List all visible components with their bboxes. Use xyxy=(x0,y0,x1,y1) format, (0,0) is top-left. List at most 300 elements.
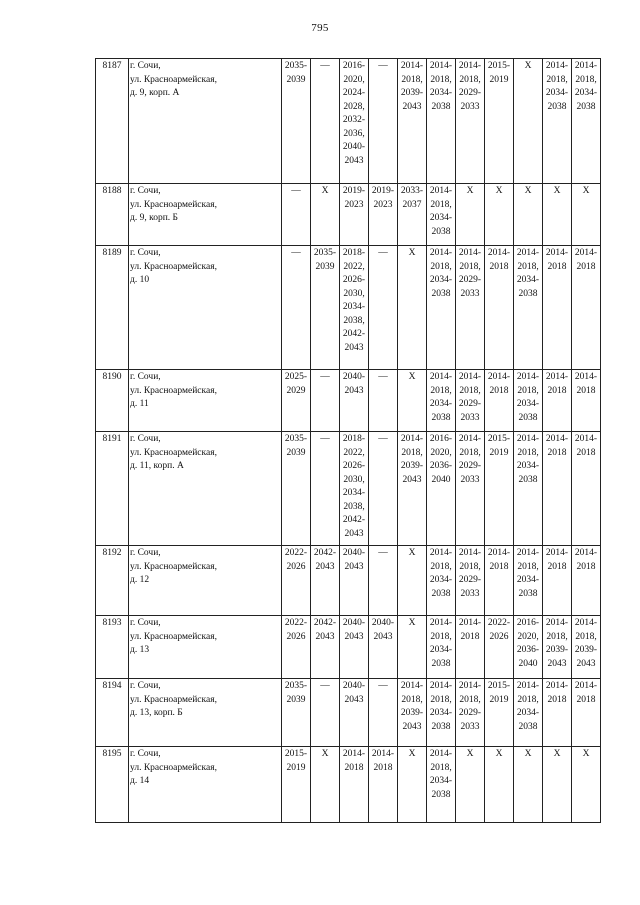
period-cell xyxy=(311,370,340,432)
period-cell xyxy=(485,747,514,823)
period-line: 2035- xyxy=(284,434,308,444)
period-line: X xyxy=(495,749,503,759)
period-line: 2018 xyxy=(489,561,509,572)
period-line: 2018 xyxy=(576,261,596,272)
period-line: 2033 xyxy=(460,474,480,485)
period-line: 2040- xyxy=(342,681,366,691)
period-line: 2022, xyxy=(343,447,365,458)
period-line: 2038 xyxy=(431,226,451,237)
period-line: 2018 xyxy=(344,762,364,773)
address-line: д. 11 xyxy=(130,399,149,409)
period-line: 2040 xyxy=(518,658,538,669)
period-line: — xyxy=(320,372,330,382)
address-line: г. Сочи, xyxy=(130,61,161,71)
period-line: 2025- xyxy=(284,372,308,382)
period-cell xyxy=(282,59,311,184)
period-line: 2034- xyxy=(429,708,453,718)
period-cell xyxy=(514,246,543,370)
period-line: 2043 xyxy=(344,561,364,572)
period-line: 2038 xyxy=(431,721,451,732)
period-line: 2018, xyxy=(459,261,481,272)
period-cell xyxy=(340,546,369,616)
period-cell xyxy=(514,59,543,184)
period-line: 2039 xyxy=(315,261,335,272)
period-cell xyxy=(398,184,427,246)
period-line: X xyxy=(408,749,416,759)
period-line: 2018, xyxy=(430,261,452,272)
period-cell xyxy=(398,432,427,546)
period-line: 2018- xyxy=(342,434,366,444)
period-line: 2014- xyxy=(458,618,482,628)
period-cell xyxy=(369,370,398,432)
period-line: 2033 xyxy=(460,588,480,599)
period-line: 2018, xyxy=(546,74,568,85)
period-line: 2018 xyxy=(547,694,567,705)
period-line: 2014- xyxy=(574,548,598,558)
period-line: 2039 xyxy=(286,447,306,458)
period-line: 2014- xyxy=(516,372,540,382)
period-line: 2023 xyxy=(373,199,393,210)
period-cell xyxy=(514,747,543,823)
period-line: 2029- xyxy=(458,575,482,585)
period-line: 2014- xyxy=(545,248,569,258)
address-line: г. Сочи, xyxy=(130,186,161,196)
period-line: 2018 xyxy=(576,385,596,396)
address-line: г. Сочи, xyxy=(130,248,161,258)
address-cell xyxy=(129,246,282,370)
period-line: 2029- xyxy=(458,461,482,471)
period-cell xyxy=(572,59,601,184)
period-cell xyxy=(543,616,572,679)
address-cell xyxy=(129,432,282,546)
period-line: 2039- xyxy=(574,645,598,655)
period-line: 2034- xyxy=(516,575,540,585)
period-line: X xyxy=(553,186,561,196)
period-line: 2043 xyxy=(344,155,364,166)
period-line: 2034- xyxy=(516,399,540,409)
period-line: 2018, xyxy=(517,447,539,458)
period-line: 2018, xyxy=(430,762,452,773)
period-line: 2038 xyxy=(576,101,596,112)
period-cell xyxy=(340,59,369,184)
period-cell xyxy=(398,616,427,679)
period-line: 2038 xyxy=(518,721,538,732)
period-cell xyxy=(427,432,456,546)
period-line: 2034- xyxy=(429,575,453,585)
period-line: 2018, xyxy=(401,694,423,705)
period-line: — xyxy=(291,248,301,258)
period-line: X xyxy=(408,618,416,628)
period-line: 2038 xyxy=(518,588,538,599)
period-cell xyxy=(514,184,543,246)
period-line: 2038, xyxy=(343,501,365,512)
period-line: X xyxy=(466,186,474,196)
period-cell xyxy=(485,679,514,747)
period-line: 2040 xyxy=(431,474,451,485)
period-line: 2014- xyxy=(400,61,424,71)
period-line: 2038 xyxy=(518,474,538,485)
period-cell xyxy=(543,679,572,747)
period-line: 2038 xyxy=(431,789,451,800)
period-cell xyxy=(514,546,543,616)
address-line: г. Сочи, xyxy=(130,372,161,382)
period-line: — xyxy=(291,186,301,196)
period-cell xyxy=(282,246,311,370)
period-cell xyxy=(369,59,398,184)
period-line: 2039- xyxy=(400,461,424,471)
period-cell xyxy=(456,679,485,747)
period-line: 2036- xyxy=(429,461,453,471)
period-line: 2042- xyxy=(313,548,337,558)
period-cell xyxy=(398,747,427,823)
period-line: 2018 xyxy=(576,561,596,572)
row-number: 8193 xyxy=(96,616,129,679)
address-line: г. Сочи, xyxy=(130,749,161,759)
period-line: 2014- xyxy=(574,61,598,71)
period-line: 2034- xyxy=(545,88,569,98)
period-line: 2014- xyxy=(574,434,598,444)
row-number: 8187 xyxy=(96,59,129,184)
period-line: 2018 xyxy=(576,447,596,458)
address-cell xyxy=(129,59,282,184)
period-line: 2038 xyxy=(431,101,451,112)
row-number: 8194 xyxy=(96,679,129,747)
period-line: 2034- xyxy=(516,275,540,285)
period-cell xyxy=(398,679,427,747)
period-line: 2038 xyxy=(547,101,567,112)
period-cell xyxy=(485,59,514,184)
period-line: 2019 xyxy=(489,447,509,458)
period-line: 2032- xyxy=(342,115,366,125)
period-cell xyxy=(369,679,398,747)
period-line: 2018, xyxy=(517,385,539,396)
period-cell xyxy=(543,747,572,823)
period-line: — xyxy=(378,248,388,258)
period-cell xyxy=(485,370,514,432)
period-line: 2014- xyxy=(516,548,540,558)
period-line: 2014- xyxy=(342,749,366,759)
period-line: 2029 xyxy=(286,385,306,396)
period-cell xyxy=(572,747,601,823)
period-line: 2036- xyxy=(516,645,540,655)
period-cell xyxy=(369,747,398,823)
period-line: 2038 xyxy=(431,288,451,299)
period-line: 2043 xyxy=(373,631,393,642)
row-number: 8195 xyxy=(96,747,129,823)
address-line: ул. Красноармейская, xyxy=(130,762,217,773)
period-cell xyxy=(398,59,427,184)
period-line: 2037 xyxy=(402,199,422,210)
period-line: 2034- xyxy=(516,461,540,471)
period-cell xyxy=(340,679,369,747)
period-line: X xyxy=(582,749,590,759)
period-line: 2014- xyxy=(458,434,482,444)
period-cell xyxy=(485,184,514,246)
period-line: 2016- xyxy=(516,618,540,628)
period-line: 2029- xyxy=(458,275,482,285)
table-row xyxy=(96,616,601,679)
period-line: 2020, xyxy=(430,447,452,458)
table-row xyxy=(96,246,601,370)
address-line: ул. Красноармейская, xyxy=(130,561,217,572)
period-line: 2014- xyxy=(458,681,482,691)
period-line: — xyxy=(320,681,330,691)
period-line: 2016- xyxy=(342,61,366,71)
address-line: д. 9, корп. А xyxy=(130,88,180,98)
period-line: 2034- xyxy=(429,88,453,98)
period-line: 2034- xyxy=(429,275,453,285)
period-line: 2014- xyxy=(545,372,569,382)
period-cell xyxy=(572,546,601,616)
period-line: 2014- xyxy=(516,248,540,258)
period-line: — xyxy=(378,434,388,444)
period-cell xyxy=(369,432,398,546)
period-line: 2018 xyxy=(576,694,596,705)
period-line: 2014- xyxy=(429,681,453,691)
period-cell xyxy=(456,546,485,616)
period-line: 2014- xyxy=(400,434,424,444)
period-cell xyxy=(543,59,572,184)
address-line: ул. Красноармейская, xyxy=(130,261,217,272)
period-line: X xyxy=(495,186,503,196)
period-cell xyxy=(427,184,456,246)
period-line: 2014- xyxy=(574,618,598,628)
table-body xyxy=(96,59,601,823)
period-line: 2043 xyxy=(402,101,422,112)
period-line: 2018, xyxy=(459,694,481,705)
address-line: д. 13, корп. Б xyxy=(130,708,183,718)
period-cell xyxy=(572,616,601,679)
period-line: 2014- xyxy=(516,434,540,444)
period-cell xyxy=(572,370,601,432)
period-line: X xyxy=(321,186,329,196)
period-line: 2019 xyxy=(286,762,306,773)
period-cell xyxy=(543,546,572,616)
period-line: — xyxy=(378,372,388,382)
period-cell xyxy=(543,184,572,246)
period-line: 2014- xyxy=(458,61,482,71)
address-line: д. 12 xyxy=(130,575,150,585)
period-line: 2014- xyxy=(458,548,482,558)
period-line: 2038 xyxy=(518,288,538,299)
period-line: 2033- xyxy=(400,186,424,196)
period-line: 2014- xyxy=(429,61,453,71)
row-number: 8189 xyxy=(96,246,129,370)
period-line: 2018, xyxy=(459,447,481,458)
period-line: 2018, xyxy=(401,447,423,458)
period-line: 2034- xyxy=(342,302,366,312)
period-line: 2015- xyxy=(284,749,308,759)
period-line: 2018, xyxy=(430,385,452,396)
period-line: 2042- xyxy=(342,329,366,339)
period-cell xyxy=(398,546,427,616)
period-line: X xyxy=(408,248,416,258)
table-row xyxy=(96,370,601,432)
period-line: 2038 xyxy=(431,412,451,423)
period-line: 2039- xyxy=(400,708,424,718)
period-cell xyxy=(427,747,456,823)
period-cell xyxy=(311,59,340,184)
row-number: 8188 xyxy=(96,184,129,246)
period-line: 2026- xyxy=(342,461,366,471)
period-line: X xyxy=(524,61,532,71)
period-cell xyxy=(427,246,456,370)
period-line: 2026 xyxy=(286,561,306,572)
period-line: 2039- xyxy=(400,88,424,98)
period-line: 2043 xyxy=(547,658,567,669)
page-number: 795 xyxy=(311,22,329,34)
period-cell xyxy=(311,616,340,679)
period-line: 2014- xyxy=(487,548,511,558)
period-line: 2014- xyxy=(458,248,482,258)
period-line: 2043 xyxy=(344,528,364,539)
period-line: 2018- xyxy=(342,248,366,258)
period-line: 2018, xyxy=(430,631,452,642)
period-line: 2034- xyxy=(429,645,453,655)
period-cell xyxy=(427,616,456,679)
table-row xyxy=(96,432,601,546)
period-line: 2014- xyxy=(400,681,424,691)
period-line: 2034- xyxy=(429,399,453,409)
period-line: 2019- xyxy=(342,186,366,196)
period-line: — xyxy=(320,61,330,71)
period-line: 2043 xyxy=(344,342,364,353)
period-line: 2014- xyxy=(545,548,569,558)
period-line: 2024- xyxy=(342,88,366,98)
row-number: 8191 xyxy=(96,432,129,546)
address-line: ул. Красноармейская, xyxy=(130,447,217,458)
period-line: 2028, xyxy=(343,101,365,112)
period-line: 2014- xyxy=(429,548,453,558)
period-line: 2018 xyxy=(547,261,567,272)
period-cell xyxy=(427,59,456,184)
address-line: д. 11, корп. А xyxy=(130,461,184,471)
period-line: 2018 xyxy=(489,385,509,396)
period-line: 2043 xyxy=(576,658,596,669)
period-line: 2015- xyxy=(487,434,511,444)
period-line: 2019 xyxy=(489,694,509,705)
address-line: д. 14 xyxy=(130,776,150,786)
period-line: 2018, xyxy=(575,74,597,85)
period-line: X xyxy=(321,749,329,759)
period-line: 2043 xyxy=(344,631,364,642)
row-number: 8192 xyxy=(96,546,129,616)
period-cell xyxy=(456,184,485,246)
address-line: ул. Красноармейская, xyxy=(130,199,217,210)
address-cell xyxy=(129,546,282,616)
period-line: 2018, xyxy=(430,694,452,705)
period-cell xyxy=(340,616,369,679)
period-line: 2018, xyxy=(575,631,597,642)
period-line: 2018, xyxy=(517,561,539,572)
period-line: 2019 xyxy=(489,74,509,85)
period-line: 2014- xyxy=(574,372,598,382)
address-line: д. 9, корп. Б xyxy=(130,213,179,223)
period-cell xyxy=(514,370,543,432)
period-line: 2043 xyxy=(344,385,364,396)
period-line: 2040- xyxy=(342,142,366,152)
period-line: X xyxy=(466,749,474,759)
address-line: г. Сочи, xyxy=(130,434,161,444)
period-line: 2014- xyxy=(487,248,511,258)
period-cell xyxy=(572,432,601,546)
period-cell xyxy=(543,246,572,370)
period-line: 2015- xyxy=(487,681,511,691)
period-line: 2018, xyxy=(430,74,452,85)
period-cell xyxy=(456,59,485,184)
period-cell xyxy=(369,184,398,246)
period-line: 2014- xyxy=(487,372,511,382)
period-cell xyxy=(514,616,543,679)
period-line: 2016- xyxy=(429,434,453,444)
table-row xyxy=(96,546,601,616)
period-line: 2018 xyxy=(460,631,480,642)
period-line: 2039- xyxy=(545,645,569,655)
period-line: 2039 xyxy=(286,694,306,705)
period-line: 2038 xyxy=(431,658,451,669)
address-line: ул. Красноармейская, xyxy=(130,385,217,396)
period-cell xyxy=(282,184,311,246)
period-line: 2022- xyxy=(284,618,308,628)
period-cell xyxy=(485,546,514,616)
period-cell xyxy=(340,246,369,370)
period-line: 2022- xyxy=(284,548,308,558)
period-cell xyxy=(340,370,369,432)
address-cell xyxy=(129,679,282,747)
period-cell xyxy=(311,432,340,546)
period-line: 2014- xyxy=(574,248,598,258)
period-line: 2043 xyxy=(315,631,335,642)
period-cell xyxy=(282,546,311,616)
period-line: 2014- xyxy=(458,372,482,382)
period-line: 2040- xyxy=(342,618,366,628)
period-cell xyxy=(543,432,572,546)
period-line: 2022, xyxy=(343,261,365,272)
period-line: 2014- xyxy=(545,618,569,628)
period-line: 2014- xyxy=(429,749,453,759)
period-line: 2022- xyxy=(487,618,511,628)
period-line: 2018, xyxy=(401,74,423,85)
period-line: 2014- xyxy=(429,618,453,628)
period-line: 2026 xyxy=(286,631,306,642)
address-line: г. Сочи, xyxy=(130,681,161,691)
period-line: 2014- xyxy=(545,681,569,691)
period-line: 2038 xyxy=(518,412,538,423)
period-line: 2034- xyxy=(429,776,453,786)
period-line: 2035- xyxy=(284,61,308,71)
period-cell xyxy=(572,246,601,370)
address-line: д. 13 xyxy=(130,645,150,655)
period-line: X xyxy=(553,749,561,759)
period-line: 2014- xyxy=(545,61,569,71)
period-line: 2026- xyxy=(342,275,366,285)
period-line: 2033 xyxy=(460,101,480,112)
period-line: 2014- xyxy=(371,749,395,759)
period-line: 2018, xyxy=(459,74,481,85)
period-cell xyxy=(514,679,543,747)
period-cell xyxy=(514,432,543,546)
period-line: 2034- xyxy=(516,708,540,718)
period-cell xyxy=(572,679,601,747)
period-line: 2030, xyxy=(343,288,365,299)
period-line: 2020, xyxy=(343,74,365,85)
period-line: 2042- xyxy=(313,618,337,628)
period-line: X xyxy=(524,749,532,759)
period-cell xyxy=(340,747,369,823)
address-line: ул. Красноармейская, xyxy=(130,631,217,642)
period-line: 2014- xyxy=(429,186,453,196)
address-line: г. Сочи, xyxy=(130,548,161,558)
